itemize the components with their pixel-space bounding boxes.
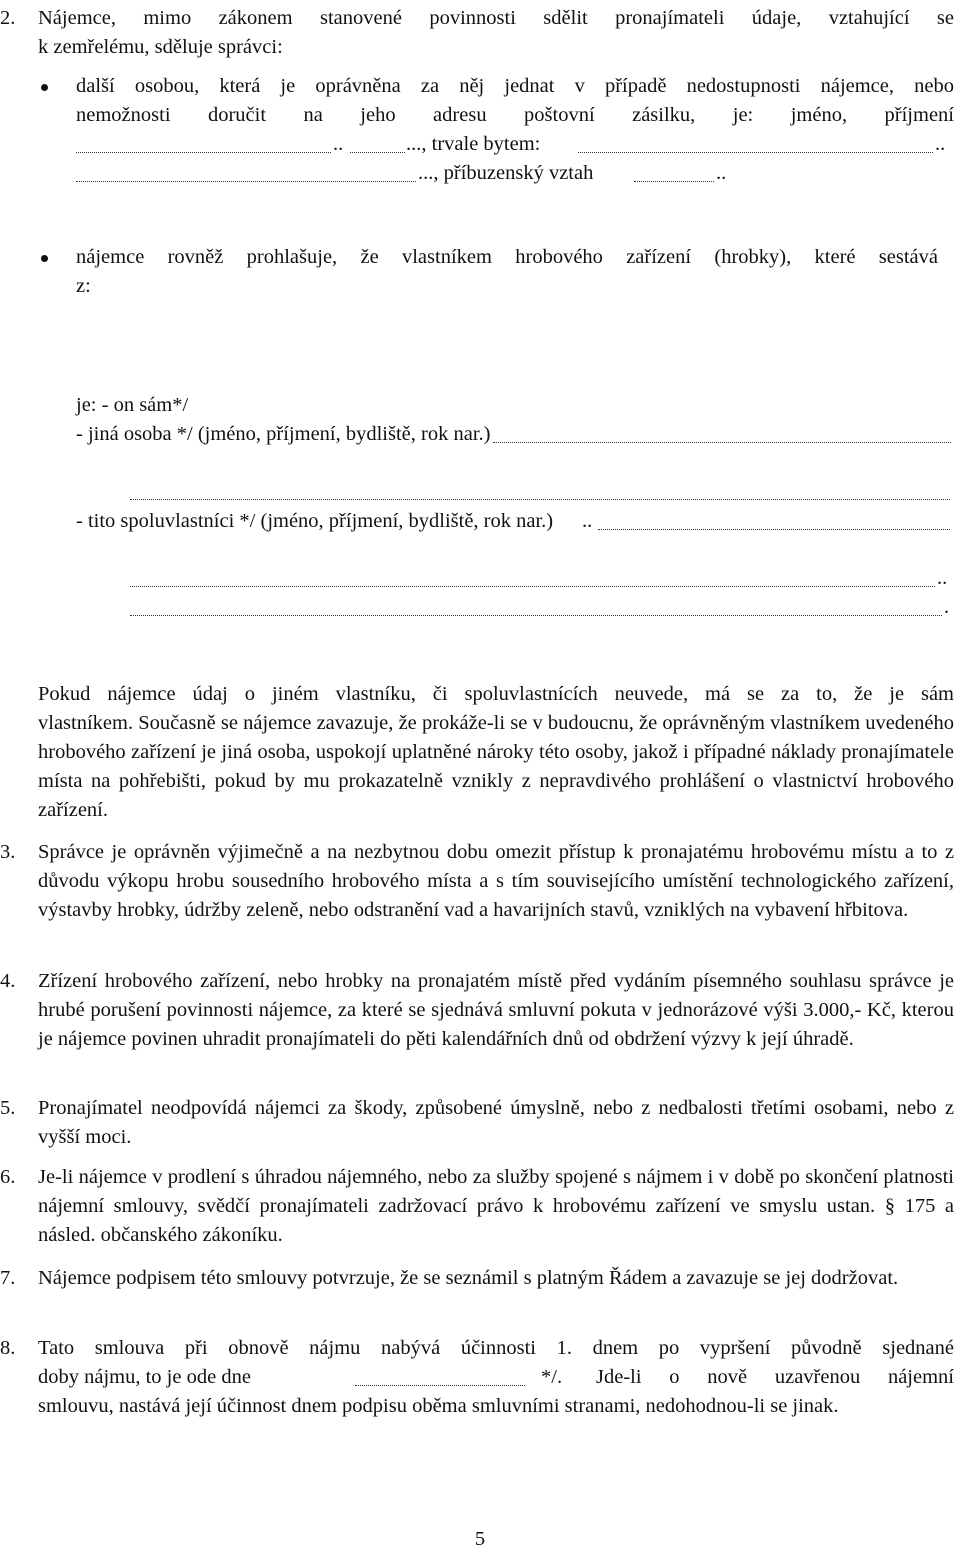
dotted-fill [76,181,416,183]
owner-other-person: - jiná osoba */ (jméno, příjmení, bydliště, rok nar.) [76,423,491,445]
dots-text: .. [716,162,727,184]
dots-text: .. [935,133,946,155]
item-3-number: 3. [0,841,16,863]
dots-text: .. [333,133,344,155]
dotted-fill [355,1385,525,1387]
dotted-fill [76,152,331,154]
item-8-line-2c: Jde-li o nově uzavřenou nájemní [596,1366,954,1388]
bullet-1-line-1: další osobou, která je oprávněna za něj jednat v případě nedostupnosti nájemce, nebo [76,75,954,97]
dotted-fill [130,586,935,588]
dots-text: .. [937,567,948,589]
item-6-text: Je-li nájemce v prodlení s úhradou nájemného, nebo za služby spojené s nájmem i v době po skončení platnosti nájemní smlouvy, svědčí pronajímateli zadržovací právo k hrobovému zařízení ve smyslu ustan. § 175 a násled. občanského zákoníku. [38,1166,954,1246]
item-2-number: 2. [0,7,16,29]
item-4-number: 4. [0,970,16,992]
dotted-fill [350,152,405,154]
bullet-2-line-2: z: [76,275,91,297]
owner-co-owners: - tito spoluvlastníci */ (jméno, příjmení, bydliště, rok nar.) [76,510,554,532]
bullet-1-line-4: ..., příbuzenský vztah [418,162,594,184]
dots-text: .. [582,510,593,532]
bullet-2-line-1: nájemce rovněž prohlašuje, že vlastníkem hrobového zařízení (hrobky), které sestává [76,246,938,268]
item-8-line-1: Tato smlouva při obnově nájmu nabývá účinnosti 1. dnem po vypršení původně sjednané [38,1337,954,1359]
bullet-1-line-2: nemožnosti doručit na jeho adresu poštovní zásilku, je: jméno, příjmení [76,104,954,126]
item-3-text: Správce je oprávněn výjimečně a na nezbytnou dobu omezit přístup k pronajatému hrobovému místu a to z důvodu výkopu hrobu sousedního hrobového místa a s tím souvisejícího umístění technologického zařízení, výstavby hrobky, údržby zeleně, nebo odstranění vad a havarijních stavů, vzniklých na vybavení hřbitova. [38,841,954,921]
item-5-text: Pronajímatel neodpovídá nájemci za škody, způsobené úmyslně, nebo z nedbalosti třetími osobami, nebo z vyšší moci. [38,1097,954,1148]
owner-self: je: - on sám*/ [76,394,189,416]
dotted-fill [493,442,951,444]
dotted-fill [578,152,933,154]
owner-note-line-1: Pokud nájemce údaj o jiném vlastníku, či spoluvlastnících neuvede, má se za to, že je sám [38,683,954,705]
item-7-number: 7. [0,1267,16,1289]
dotted-fill [634,181,714,183]
bullet-icon [41,84,48,91]
item-8-line-2a: doby nájmu, to je ode dne [38,1366,251,1388]
dotted-fill [130,499,950,501]
bullet-1-line-3: ..., trvale bytem: [406,133,541,155]
item-7-text: Nájemce podpisem této smlouvy potvrzuje, že se seznámil s platným Řádem a zavazuje se jej dodržovat. [38,1267,899,1289]
item-2-line-2: k zemřelému, sděluje správci: [38,36,283,58]
item-8-text: smlouvu, nastává její účinnost dnem podpisu oběma smluvními stranami, nedohodnou-li se jinak. [38,1395,839,1417]
item-2-line-1: Nájemce, mimo zákonem stanovené povinnosti sdělit pronajímateli údaje, vztahující se [38,7,954,29]
dotted-fill [598,529,950,531]
item-6-number: 6. [0,1166,16,1188]
item-8-line-2b: */. [541,1366,563,1388]
item-4-text: Zřízení hrobového zařízení, nebo hrobky na pronajatém místě před vydáním písemného souhlasu správce je hrubé porušení povinnosti nájemce, za které se sjednává smluvní pokuta v jednorázové výši 3.000,- Kč, kterou je nájemce povinen uhradit pronajímateli do pěti kalendářních dnů od obdržení výzvy k její úhradě. [38,970,954,1050]
dotted-fill [130,615,942,617]
owner-note-text: vlastníkem. Současně se nájemce zavazuje, že prokáže-li se v budoucnu, že oprávněným vlastníkem uvedeného hrobového zařízení je jiná osoba, uspokojí uplatněné nároky této osoby, jakož i případné náklady pronajímatele místa na pohřebišti, pokud by mu prokazatelně vznikly z nepravdivého prohlášení o vlastnictví hrobového zařízení. [38,712,954,821]
item-8-number: 8. [0,1337,16,1359]
bullet-icon [41,255,48,262]
item-5-number: 5. [0,1097,16,1119]
page-number: 5 [474,1528,486,1550]
dots-text: . [944,596,950,618]
